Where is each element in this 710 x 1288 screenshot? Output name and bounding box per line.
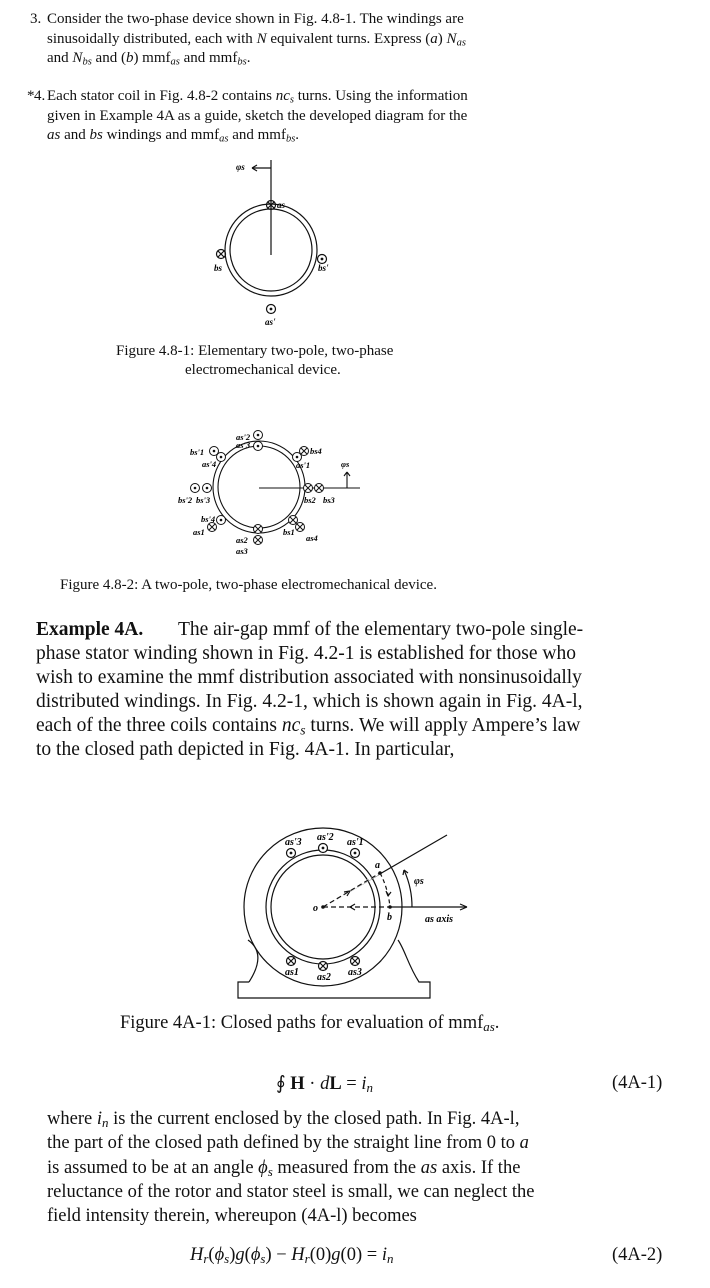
text-segment: g — [331, 1245, 341, 1265]
text-segment: turns. We will apply Ampere’s law — [305, 715, 581, 736]
text-segment: L — [329, 1074, 342, 1094]
point-a-label: a — [375, 860, 380, 871]
problem-3-number: 3. — [30, 11, 42, 27]
as3-label: as3 — [236, 546, 248, 556]
phi-s-label: φs — [414, 876, 424, 887]
text-segment: ) mmf — [133, 50, 171, 66]
text-line — [47, 11, 464, 28]
cross-conductor-icon — [315, 484, 324, 493]
text-segment: sinusoidally distributed, each with — [47, 30, 257, 47]
dot-conductor-icon — [254, 442, 263, 451]
as1-label: as1 — [285, 967, 299, 978]
text-segment: and — [47, 50, 73, 66]
text-segment: The air-gap mmf of the elementary two-pole single- — [178, 619, 584, 640]
text-segment: g — [235, 1245, 245, 1265]
text-segment: bs — [82, 56, 92, 68]
text-segment: as — [47, 127, 61, 143]
as2-label: as2 — [317, 972, 331, 983]
as4-label: as4 — [306, 533, 318, 543]
text-segment: ∮ — [276, 1074, 291, 1094]
text-line — [36, 715, 580, 737]
as2-prime-label: as'2 — [317, 832, 334, 843]
bs4-label: bs4 — [310, 446, 322, 456]
dot-conductor-icon — [254, 431, 263, 440]
text-segment: as — [456, 37, 466, 49]
text-line — [47, 31, 466, 48]
cross-conductor-icon — [296, 523, 305, 532]
text-line — [276, 1073, 373, 1095]
cross-conductor-icon — [351, 957, 360, 966]
point-b-label: b — [387, 912, 392, 923]
text-segment: nc — [281, 715, 301, 736]
text-segment: i — [361, 1074, 367, 1094]
text-segment: is assumed to be at an angle — [47, 1157, 259, 1178]
figure-4-8-2-caption: Figure 4.8-2: A two-pole, two-phase electromechanical device. — [60, 577, 437, 593]
as2-label: as2 — [236, 535, 248, 545]
text-segment: a — [519, 1133, 529, 1154]
phi-s-label: φs — [236, 162, 245, 172]
text-segment: ) — [437, 30, 447, 47]
text-segment: given in Example 4A as a guide, sketch the developed diagram for the — [47, 107, 468, 124]
text-segment: n — [101, 1115, 109, 1131]
text-segment: a — [430, 30, 438, 47]
origin-o-label: o — [313, 903, 318, 914]
text-segment: N — [256, 30, 267, 47]
text-segment: and ( — [91, 50, 126, 66]
text-line — [120, 1013, 499, 1034]
text-line — [47, 50, 250, 67]
text-segment: ϕ — [258, 1157, 268, 1178]
text-segment: . — [246, 50, 251, 66]
text-line — [47, 1206, 417, 1227]
text-segment: (0) = — [340, 1245, 382, 1265]
problem-4-number: 4. — [34, 88, 46, 104]
text-line — [36, 643, 576, 665]
figure-4-8-1-caption-line-2: electromechanical device. — [185, 362, 341, 378]
text-line — [47, 108, 467, 125]
text-segment: nc — [275, 88, 290, 104]
text-line — [47, 1109, 519, 1130]
text-segment: axis. If the — [437, 1157, 521, 1178]
text-segment: ( — [244, 1245, 251, 1265]
dot-conductor-icon — [351, 849, 360, 858]
text-line — [36, 739, 454, 761]
text-segment: ϕ — [250, 1245, 261, 1265]
text-line — [47, 127, 299, 144]
text-segment: H — [290, 1074, 305, 1094]
dot-conductor-icon — [287, 849, 296, 858]
text-segment: n — [386, 1251, 394, 1267]
cross-conductor-icon — [319, 962, 328, 971]
text-line — [36, 691, 583, 713]
cross-conductor-icon — [217, 250, 226, 259]
figure-4-8-2 — [0, 400, 710, 565]
as3-prime-label: as'3 — [285, 837, 302, 848]
text-segment: N — [446, 30, 457, 47]
bs1p-label: bs'1 — [190, 447, 205, 457]
text-segment: r — [203, 1251, 209, 1267]
cross-conductor-icon — [254, 536, 263, 545]
text-segment: d — [320, 1074, 330, 1094]
cross-conductor-icon — [300, 447, 309, 456]
text-segment: H — [291, 1245, 305, 1265]
cross-conductor-icon — [289, 516, 298, 525]
text-segment: measured from the — [272, 1157, 421, 1178]
text-segment: to the closed path depicted in Fig. 4A-1. In particular, — [36, 739, 455, 760]
as2p-label: as'2 — [236, 432, 251, 442]
text-line — [190, 1245, 393, 1266]
text-segment: . — [295, 127, 300, 143]
as3-label: as3 — [348, 967, 362, 978]
text-segment: H — [190, 1245, 204, 1265]
cross-conductor-icon — [287, 957, 296, 966]
phi-label: φs — [341, 459, 350, 469]
text-line — [47, 1182, 535, 1203]
as3p-label: as'3 — [236, 440, 251, 450]
text-segment: where — [47, 1109, 97, 1129]
bs3-label: bs3 — [323, 495, 335, 505]
dot-conductor-icon — [217, 516, 226, 525]
text-segment: distributed windings. In Fig. 4.2-1, which is shown again in Fig. 4A-l, — [36, 691, 583, 712]
text-segment: Figure 4A-1: Closed paths for evaluation of mmf — [120, 1013, 484, 1033]
text-line — [47, 1158, 520, 1179]
as-prime-label: as' — [265, 317, 276, 327]
text-segment: wish to examine the mmf distribution associated with nonsinusoidally — [36, 667, 582, 688]
as1-prime-label: as'1 — [347, 837, 364, 848]
text-line — [47, 88, 468, 105]
text-segment: s — [224, 1251, 230, 1267]
text-segment: i — [381, 1245, 387, 1265]
dot-conductor-icon — [217, 453, 226, 462]
text-segment: reluctance of the rotor and stator steel is small, we can neglect the — [47, 1181, 535, 1202]
text-segment: n — [366, 1080, 373, 1096]
text-segment: turns. Using the information — [293, 88, 468, 104]
text-segment: . — [494, 1013, 500, 1033]
text-segment: bs — [89, 127, 103, 143]
text-segment: ϕ — [214, 1245, 225, 1265]
text-segment: s — [260, 1251, 266, 1267]
text-segment: bs — [285, 133, 296, 145]
bs2p-label: bs'2 — [178, 495, 193, 505]
text-segment: as — [170, 56, 180, 68]
cross-conductor-icon — [254, 525, 263, 534]
example-heading: Example 4A. — [36, 619, 144, 640]
equation-4a-2-label: (4A-2) — [612, 1245, 663, 1265]
as4p-label: as'4 — [202, 459, 217, 469]
dot-conductor-icon — [203, 484, 212, 493]
text-segment: = — [341, 1074, 362, 1094]
dot-conductor-icon — [319, 844, 328, 853]
dot-conductor-icon — [267, 305, 276, 314]
text-segment: (0) — [309, 1245, 332, 1265]
bs4p-label: bs'4 — [201, 514, 216, 524]
text-segment: · — [304, 1074, 321, 1094]
as-axis-label: as axis — [425, 914, 454, 925]
as-label: as — [277, 200, 286, 210]
text-segment: s — [289, 94, 294, 106]
dot-conductor-icon — [191, 484, 200, 493]
text-segment: as — [420, 1157, 438, 1178]
text-segment: ( — [208, 1245, 215, 1265]
equation-4a-1-label: (4A-1) — [612, 1073, 663, 1093]
text-segment: is the current enclosed by the closed path. In Fig. 4A-l, — [108, 1109, 520, 1129]
text-segment: field intensity therein, whereupon (4A-l) becomes — [47, 1206, 417, 1227]
text-line — [47, 1133, 529, 1154]
text-segment: b — [125, 50, 134, 66]
text-segment: Consider the two-phase device shown in Fig. 4.8-1. The windings are — [47, 11, 464, 27]
cross-conductor-icon — [304, 484, 313, 493]
text-segment: N — [72, 50, 83, 66]
text-segment: phase stator winding shown in Fig. 4.2-1 is established for those who — [36, 643, 576, 664]
text-segment: i — [96, 1109, 102, 1129]
text-segment: bs — [237, 56, 247, 68]
text-segment: s — [300, 722, 306, 738]
text-segment: Each stator coil in Fig. 4.8-2 contains — [47, 88, 276, 104]
bs-label: bs — [214, 263, 223, 273]
bs2-label: bs2 — [304, 495, 316, 505]
text-segment: each of the three coils contains — [36, 715, 282, 736]
text-segment: as — [483, 1019, 495, 1035]
text-segment: s — [267, 1163, 273, 1179]
text-segment: ) − — [265, 1245, 292, 1265]
text-segment: and mmf — [228, 127, 286, 143]
starred-marker: * — [27, 88, 35, 104]
bs3p-label: bs'3 — [196, 495, 211, 505]
text-segment: windings and mmf — [102, 127, 220, 143]
text-segment: and mmf — [179, 50, 238, 66]
figure-4a-1 — [0, 800, 710, 1010]
as1p-label: as'1 — [296, 460, 311, 470]
text-line — [36, 667, 582, 689]
text-segment: equivalent turns. Express ( — [266, 30, 431, 47]
bs1-label: bs1 — [283, 527, 295, 537]
text-segment: ) — [229, 1245, 236, 1265]
text-line — [178, 619, 583, 641]
text-segment: as — [219, 133, 229, 145]
text-segment: the part of the closed path defined by the straight line from 0 to — [47, 1133, 520, 1154]
text-segment: r — [304, 1251, 310, 1267]
figure-4-8-1-caption-line-1: Figure 4.8-1: Elementary two-pole, two-phase — [116, 343, 394, 359]
bs-prime-label: bs' — [318, 263, 329, 273]
text-segment: and — [60, 127, 90, 143]
as1-label: as1 — [193, 527, 205, 537]
